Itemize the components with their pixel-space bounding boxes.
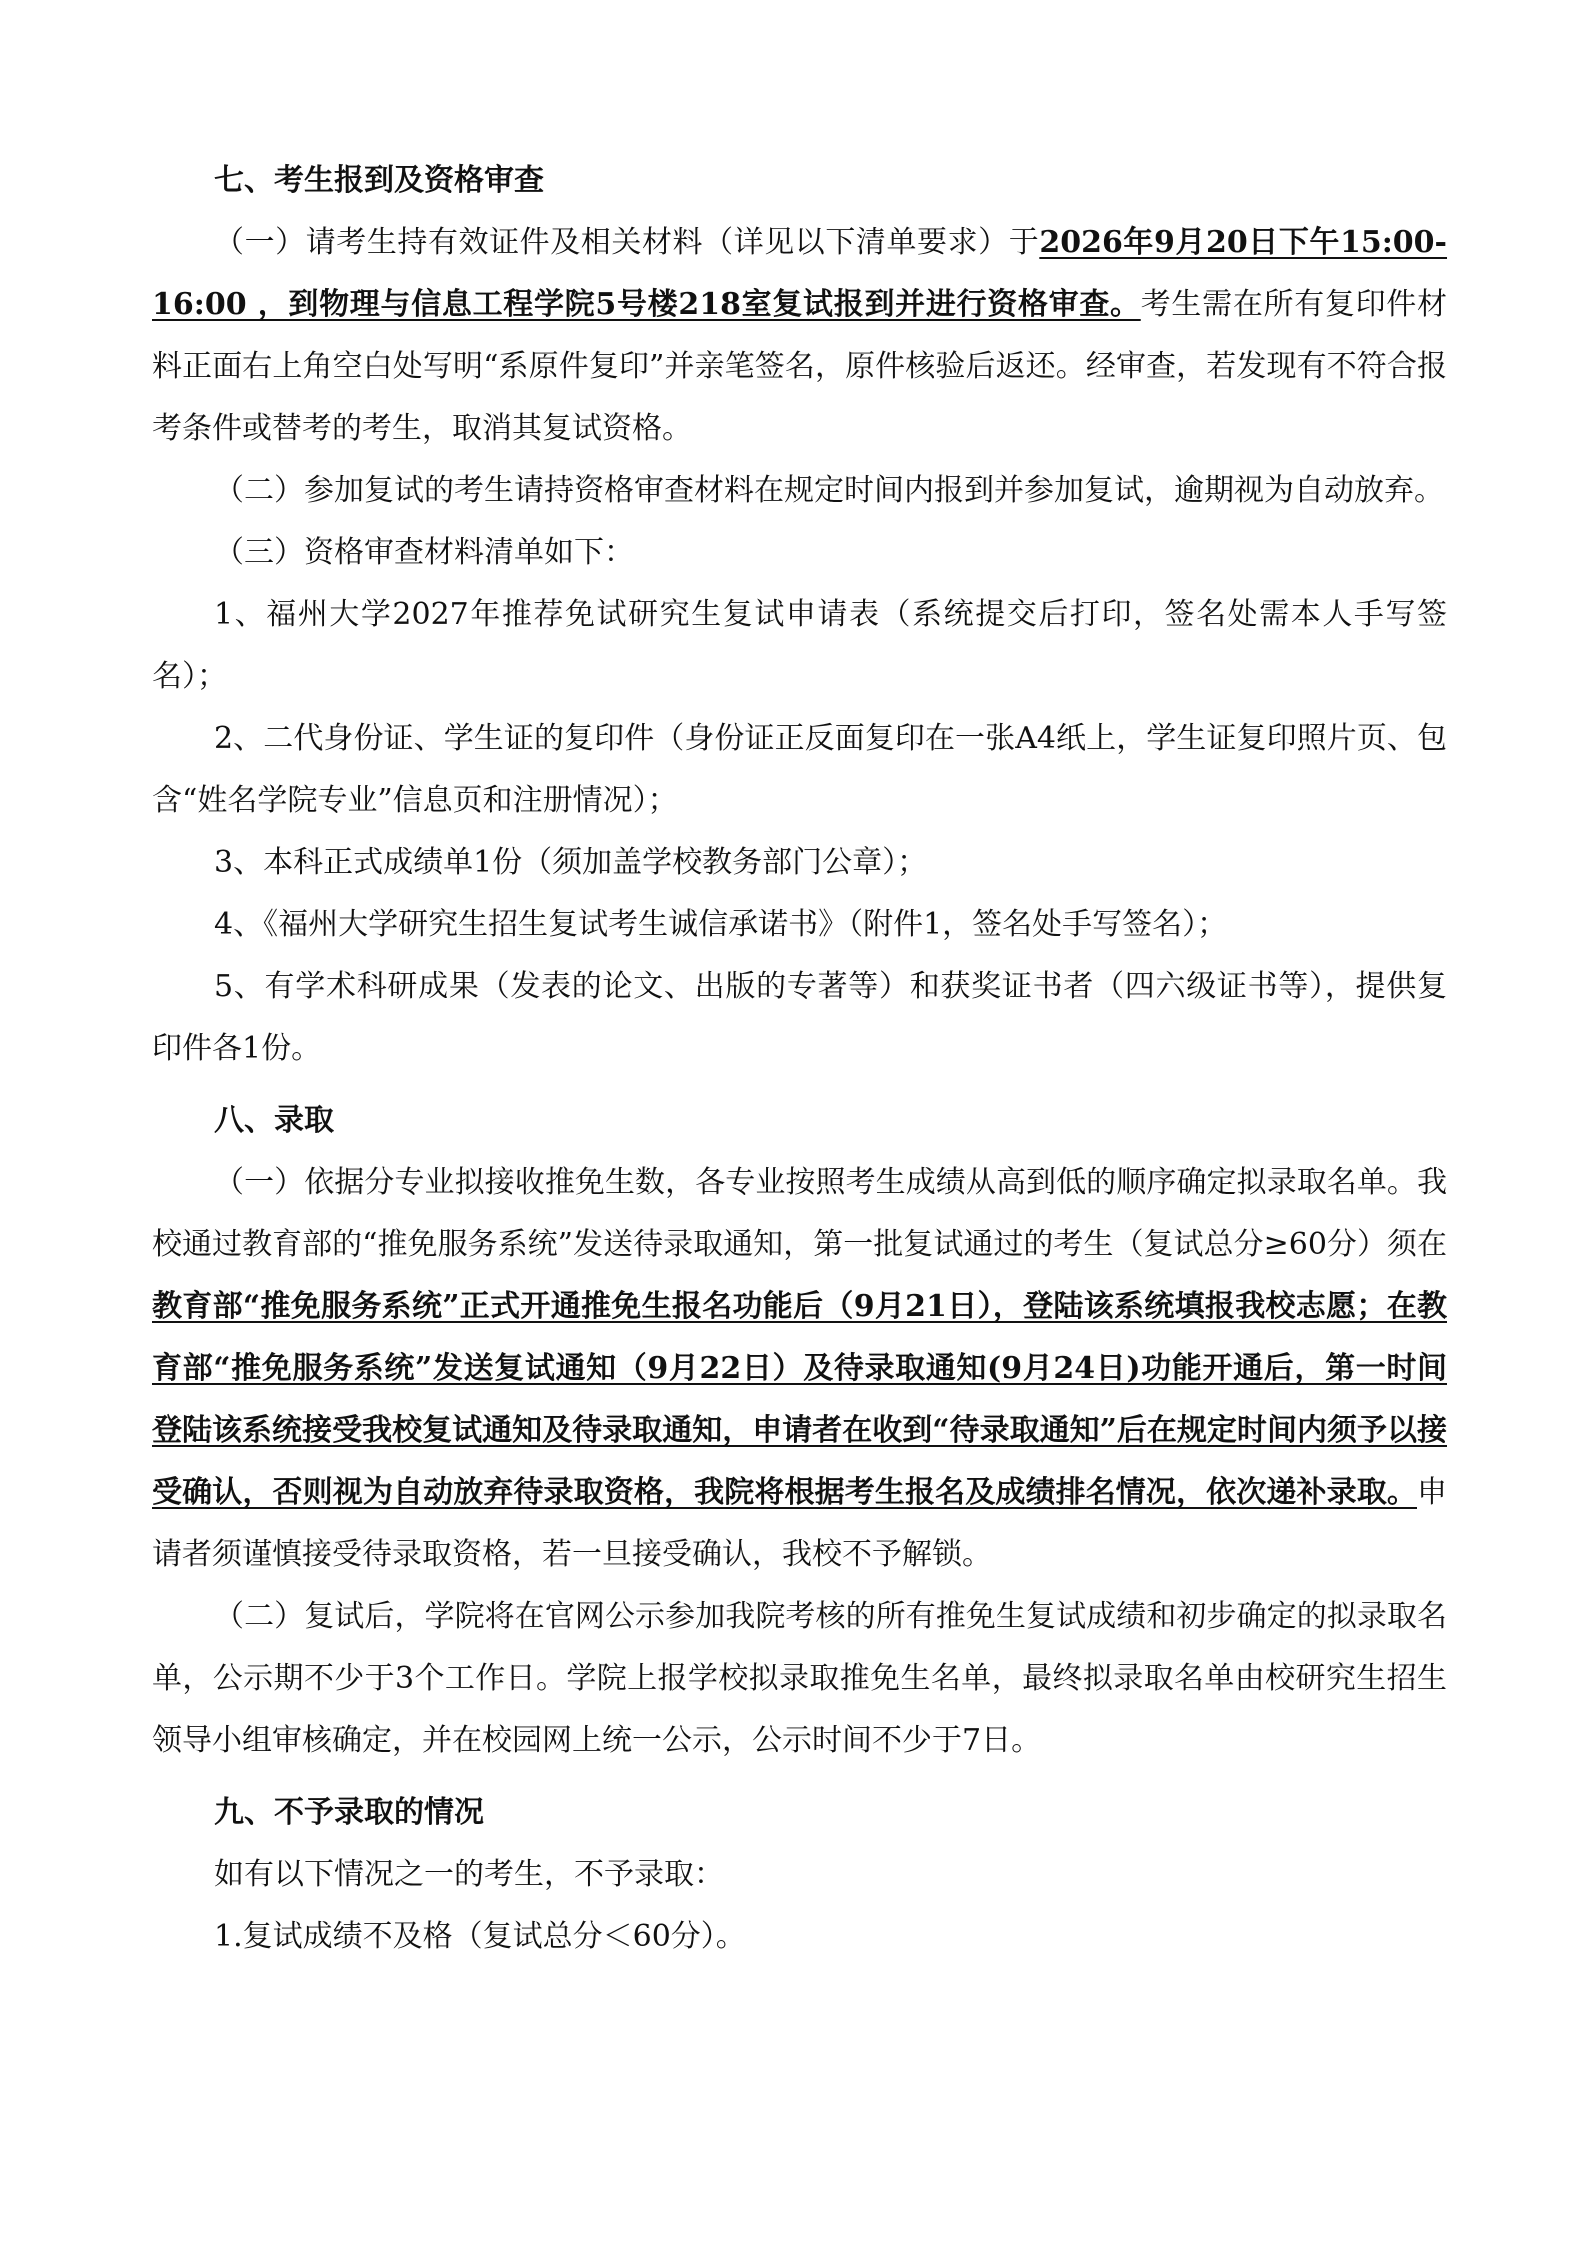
section-7-p1-suffix: 考生需在所有复印件材料正面右上角空白处写明“系原件复印”并亲笔签名，原件核验后返还。经审查，若发现有不符合报考条件或替考的考生，取消其复试资格。 [152,287,1448,446]
section-7-paragraph-1 [152,212,1447,460]
section-spacer [152,1772,1447,1782]
section-9-heading: 九、不予录取的情况 [214,1795,484,1830]
document-body [152,150,1447,1968]
list-item: 3、本科正式成绩单1份（须加盖学校教务部门公章）； [214,845,928,880]
section-9-intro: 如有以下情况之一的考生，不予录取： [214,1857,724,1892]
section-7-p1-prefix: （一）请考生持有效证件及相关材料（详见以下清单要求）于 [214,225,1040,260]
section-spacer [152,1080,1447,1090]
section-8-p1-suffix: 申请者须谨慎接受待录取资格，若一旦接受确认，我校不予解锁。 [152,1475,1447,1572]
section-8-paragraph-1 [152,1152,1447,1586]
section-7-heading: 七、考生报到及资格审查 [214,163,544,198]
list-item: 5、有学术科研成果（发表的论文、出版的专著等）和获奖证书者（四六级证书等），提供复印件各1份。 [152,969,1447,1066]
section-8-p1-prefix: （一）依据分专业拟接收推免生数，各专业按照考生成绩从高到低的顺序确定拟录取名单。我校通过教育部的“推免服务系统”发送待录取通知，第一批复试通过的考生（复试总分≥60分）须在 [152,1165,1447,1262]
list-item: 2、二代身份证、学生证的复印件（身份证正反面复印在一张A4纸上，学生证复印照片页、包含“姓名学院专业”信息页和注册情况）； [152,721,1447,818]
list-item: 1.复试成绩不及格（复试总分＜60分）。 [214,1919,746,1954]
section-8-paragraph-2: （二）复试后，学院将在官网公示参加我院考核的所有推免生复试成绩和初步确定的拟录取名单，公示期不少于3个工作日。学院上报学校拟录取推免生名单，最终拟录取名单由校研究生招生领导小组审核确定，并在校园网上统一公示，公示时间不少于7日。 [152,1599,1447,1758]
section-7-paragraph-2: （二）参加复试的考生请持资格审查材料在规定时间内报到并参加复试，逾期视为自动放弃。 [214,473,1444,508]
list-item: 4、《福州大学研究生招生复试考生诚信承诺书》（附件1，签名处手写签名）； [214,907,1228,942]
list-item: 1、福州大学2027年推荐免试研究生复试申请表（系统提交后打印，签名处需本人手写签名）； [152,597,1447,694]
section-7-p1-emphasis: 2026年9月20日下午15:00-16:00 ，到物理与信息工程学院5号楼218室复试报到并进行资格审查。 [152,225,1448,322]
section-7-paragraph-3: （三）资格审查材料清单如下： [214,535,634,570]
section-8-p1-emphasis: 教育部“推免服务系统”正式开通推免生报名功能后（9月21日），登陆该系统填报我校志愿；在教育部“推免服务系统”发送复试通知（9月22日）及待录取通知(9月24日)功能开通后，第一时间登陆该系统接受我校复试通知及待录取通知，申请者在收到“待录取通知”后在规定时间内须予以接受确认，否则视为自动放弃待录取资格，我院将根据考生报名及成绩排名情况，依次递补录取。 [152,1289,1447,1510]
section-8-heading: 八、录取 [214,1103,334,1138]
